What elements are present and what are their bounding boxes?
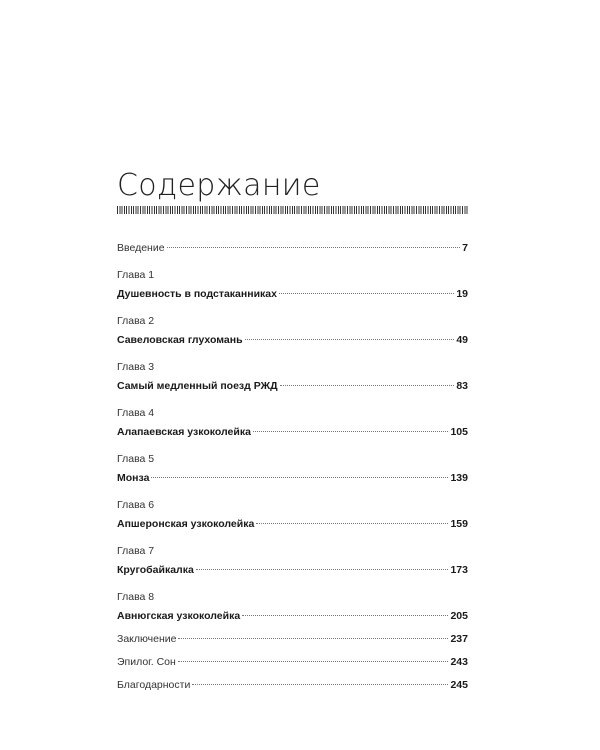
table-of-contents: [117, 242, 468, 692]
toc-entry-page: 237: [450, 633, 468, 645]
dot-leader: [178, 638, 448, 639]
toc-entry-title: Алапаевская узкоколейка: [117, 426, 251, 438]
page-title: Содержание: [117, 168, 321, 203]
chapter-number: Глава 7: [117, 545, 155, 557]
toc-entry-page: 173: [450, 564, 468, 576]
toc-entry-page: 83: [456, 380, 468, 392]
chapter-number: Глава 4: [117, 407, 155, 419]
dot-leader: [253, 431, 449, 432]
toc-entry-title: Самый медленный поезд РЖД: [117, 380, 278, 392]
dot-leader: [242, 615, 448, 616]
toc-entry-page: 7: [462, 242, 468, 254]
toc-entry-page: 243: [450, 656, 468, 668]
toc-entry-title: Савеловская глухомань: [117, 334, 243, 346]
dot-leader: [245, 339, 455, 340]
toc-entry-epilogue: [117, 656, 468, 669]
chapter-number: Глава 8: [117, 591, 155, 603]
dot-leader: [256, 523, 448, 524]
dot-leader: [192, 684, 448, 685]
toc-entry-page: 19: [456, 288, 468, 300]
toc-entry-chapter: [117, 472, 468, 485]
toc-entry-title: Кругобайкалка: [117, 564, 194, 576]
toc-entry-chapter: [117, 334, 468, 347]
toc-entry-title: Авнюгская узкоколейка: [117, 610, 241, 622]
toc-entry-page: 159: [450, 518, 468, 530]
toc-entry-title: Монза: [117, 472, 150, 484]
dot-leader: [178, 661, 449, 662]
toc-entry-title: Душевность в подстаканниках: [117, 288, 277, 300]
chapter-number: Глава 3: [117, 361, 155, 373]
toc-entry-title: Апшеронская узкоколейка: [117, 518, 255, 530]
toc-entry-conclusion: [117, 633, 468, 646]
toc-entry-title: Благодарности: [117, 679, 191, 691]
toc-entry-chapter: [117, 380, 468, 393]
chapter-number: Глава 2: [117, 315, 155, 327]
toc-entry-page: 139: [450, 472, 468, 484]
toc-entry-page: 205: [450, 610, 468, 622]
toc-entry-page: 105: [450, 426, 468, 438]
decorative-rule: [117, 206, 468, 214]
chapter-number: Глава 5: [117, 453, 155, 465]
dot-leader: [279, 293, 454, 294]
dot-leader: [280, 385, 455, 386]
toc-entry-title: Заключение: [117, 633, 177, 645]
toc-entry-acknowledgements: [117, 679, 468, 692]
dot-leader: [196, 569, 449, 570]
toc-entry-intro: [117, 242, 468, 255]
toc-entry-page: 245: [450, 679, 468, 691]
dot-leader: [151, 477, 448, 478]
toc-entry-chapter: [117, 288, 468, 301]
toc-entry-page: 49: [456, 334, 468, 346]
toc-entry-chapter: [117, 610, 468, 623]
toc-entry-chapter: [117, 426, 468, 439]
chapter-number: Глава 6: [117, 499, 155, 511]
chapter-number: Глава 1: [117, 269, 155, 281]
toc-entry-chapter: [117, 564, 468, 577]
toc-entry-chapter: [117, 518, 468, 531]
toc-entry-title: Введение: [117, 242, 165, 254]
dot-leader: [167, 247, 461, 248]
toc-entry-title: Эпилог. Сон: [117, 656, 176, 668]
